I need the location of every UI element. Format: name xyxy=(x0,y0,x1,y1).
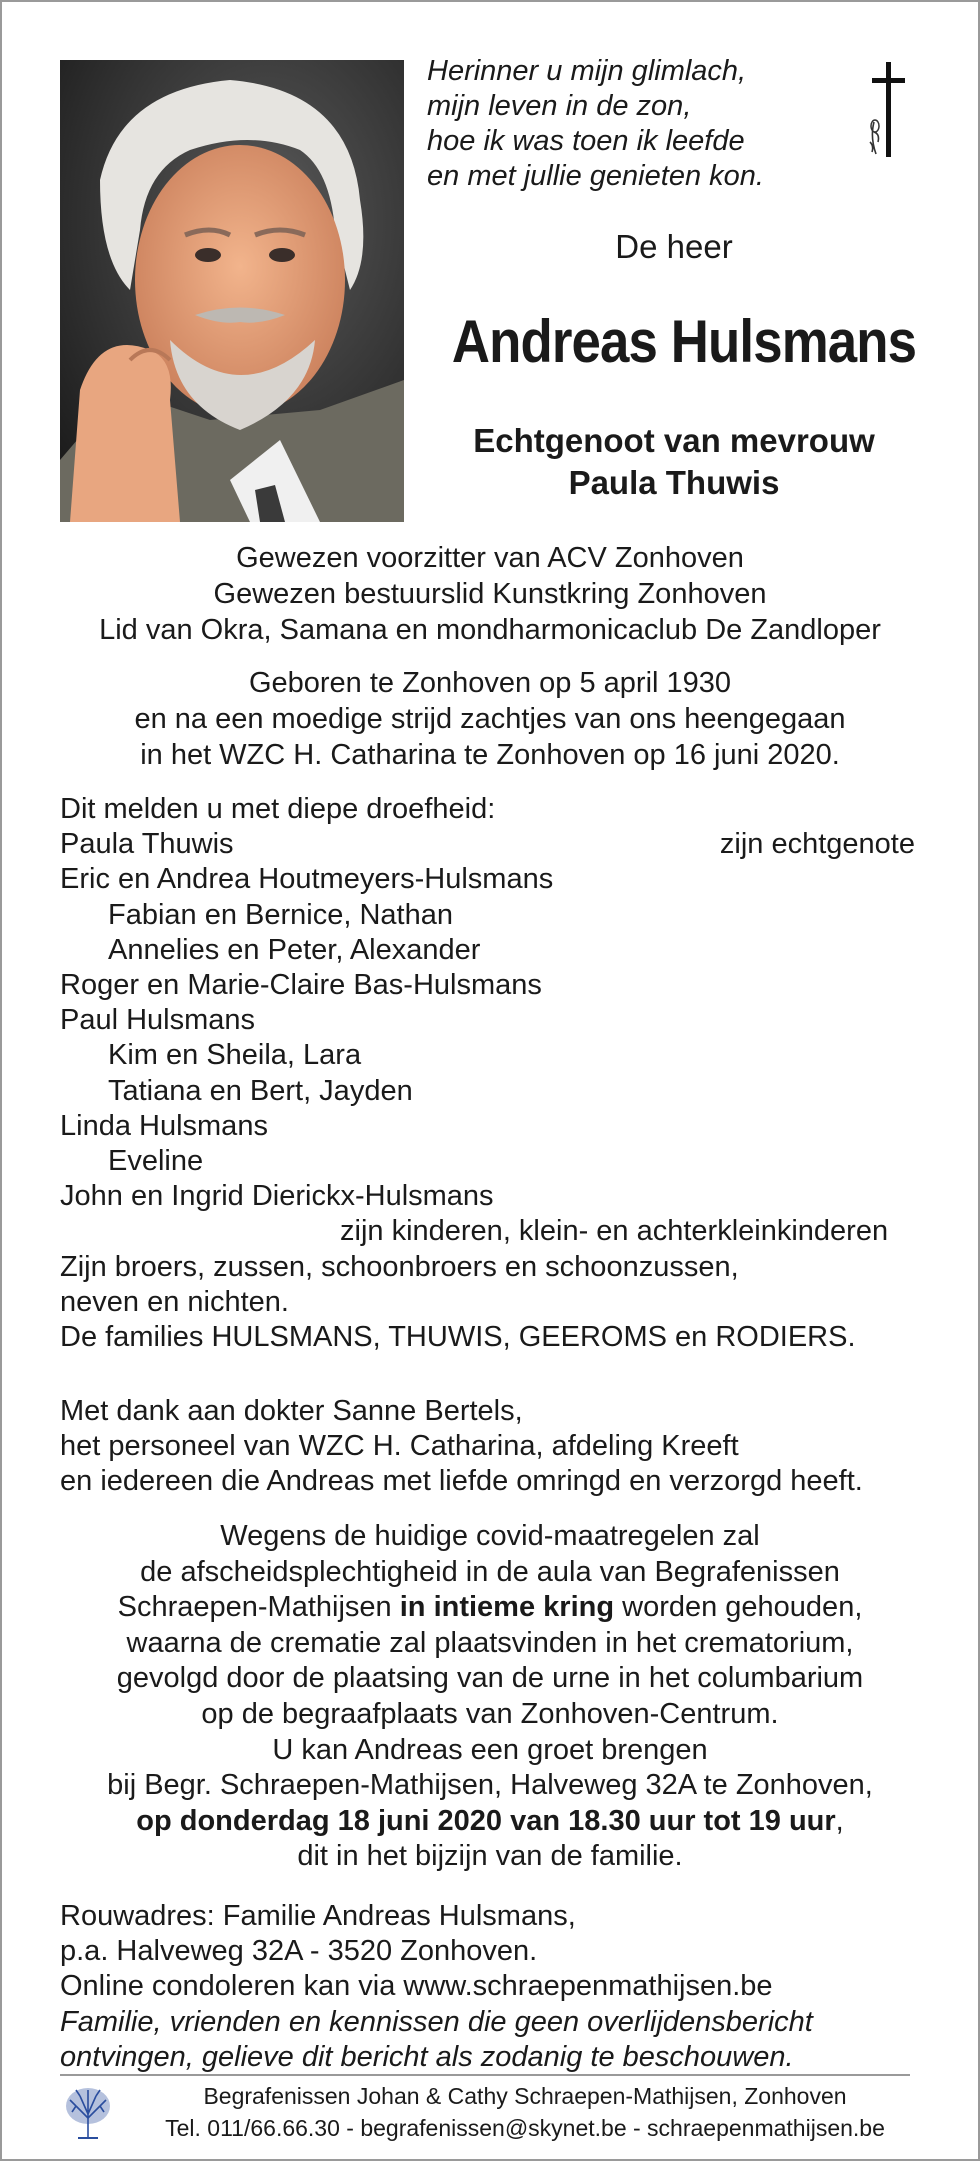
family-line: Tatiana en Bert, Jayden xyxy=(108,1074,413,1107)
deceased-name: Andreas Hulsmans xyxy=(451,308,917,375)
family-line: Eveline xyxy=(108,1145,204,1178)
ceremony-text: , xyxy=(835,1804,844,1837)
footer-text xyxy=(130,2080,920,2144)
footer xyxy=(60,2080,910,2150)
spouse-name: Paula Thuwis xyxy=(568,464,780,501)
family-line: Kim en Sheila, Lara xyxy=(108,1039,362,1072)
family-line: Annelies en Peter, Alexander xyxy=(108,933,481,966)
notice-note: ontvingen, gelieve dit bericht als zodanig te beschouwen. xyxy=(60,2040,794,2073)
ceremony-line xyxy=(32,1804,948,1840)
extended-line: Zijn broers, zussen, schoonbroers en schoonzussen, xyxy=(60,1250,739,1283)
family-line: Paul Hulsmans xyxy=(60,1004,256,1037)
spouse-row xyxy=(60,827,930,862)
role-line: Gewezen voorzitter van ACV Zonhoven xyxy=(236,542,744,574)
visit-time: op donderdag 18 juni 2020 van 18.30 uur tot 19 uur xyxy=(136,1804,836,1837)
extended-line: neven en nichten. xyxy=(60,1285,289,1318)
life-line: en na een moedige strijd zachtjes van ons heengegaan xyxy=(134,703,846,735)
thanks-line: en iedereen die Andreas met liefde omringd en verzorgd heeft. xyxy=(60,1465,863,1498)
children-role: zijn kinderen, klein- en achterkleinkinderen xyxy=(340,1215,889,1248)
extended-line: De families HULSMANS, THUWIS, GEEROMS en RODIERS. xyxy=(60,1321,856,1354)
thanks-line: het personeel van WZC H. Catharina, afdeling Kreeft xyxy=(60,1430,739,1463)
ceremony-line: de afscheidsplechtigheid in de aula van Begrafenissen xyxy=(140,1555,840,1588)
poem-line: hoe ik was toen ik leefde xyxy=(427,125,745,157)
ceremony-line: dit in het bijzijn van de familie. xyxy=(297,1840,683,1873)
ceremony-line: Wegens de huidige covid-maatregelen zal xyxy=(220,1520,760,1552)
family-line: Roger en Marie-Claire Bas-Hulsmans xyxy=(60,969,542,1002)
family-line: John en Ingrid Dierickx-Hulsmans xyxy=(60,1180,494,1213)
poem-line: en met jullie genieten kon. xyxy=(427,160,764,192)
poem xyxy=(427,54,847,194)
contact-line: Tel. 011/66.66.30 - begrafenissen@skynet.be - schraepenmathijsen.be xyxy=(165,2115,885,2141)
portrait-illustration xyxy=(60,60,404,522)
spouse-row-name: Paula Thuwis xyxy=(60,828,234,861)
family-line: Fabian en Bernice, Nathan xyxy=(108,898,453,931)
life-line: in het WZC H. Catharina te Zonhoven op 16 juni 2020. xyxy=(140,739,840,771)
ceremony-line: op de begraafplaats van Zonhoven-Centrum. xyxy=(201,1697,779,1730)
address-block xyxy=(60,1899,930,2075)
roles-block xyxy=(32,540,948,648)
ceremony-text: Schraepen-Mathijsen xyxy=(117,1591,400,1624)
poem-line: mijn leven in de zon, xyxy=(427,90,692,122)
ceremony-line: gevolgd door de plaatsing van de urne in het columbarium xyxy=(116,1662,864,1695)
ceremony-emphasis: in intieme kring xyxy=(399,1591,615,1624)
ceremony-line xyxy=(32,1590,948,1626)
salutation: De heer xyxy=(615,228,733,265)
portrait-photo xyxy=(60,60,404,522)
funeral-home-line: Begrafenissen Johan & Cathy Schraepen-Mathijsen, Zonhoven xyxy=(203,2083,847,2109)
condolence-line: Online condoleren kan via www.schraepenmathijsen.be xyxy=(60,1970,773,2003)
role-line: Gewezen bestuurslid Kunstkring Zonhoven xyxy=(213,578,767,610)
life-block xyxy=(32,665,948,773)
notice-note: Familie, vrienden en kennissen die geen overlijdensbericht xyxy=(60,2005,813,2038)
role-line: Lid van Okra, Samana en mondharmonicaclub De Zandloper xyxy=(99,614,881,646)
spouse-block xyxy=(404,420,944,504)
tree-logo-icon xyxy=(64,2084,112,2140)
ceremony-text: worden gehouden, xyxy=(614,1591,863,1624)
life-line: Geboren te Zonhoven op 5 april 1930 xyxy=(248,667,732,699)
spouse-line: Echtgenoot van mevrouw xyxy=(473,422,875,459)
family-intro: Dit melden u met diepe droefheid: xyxy=(60,793,496,825)
family-block xyxy=(60,792,930,1355)
poem-line: Herinner u mijn glimlach, xyxy=(427,55,747,87)
ceremony-line: waarna de crematie zal plaatsvinden in het crematorium, xyxy=(126,1626,854,1659)
ceremony-line: U kan Andreas een groet brengen xyxy=(272,1733,708,1766)
footer-divider xyxy=(60,2074,910,2076)
thanks-line: Met dank aan dokter Sanne Bertels, xyxy=(60,1395,523,1427)
family-line: Eric en Andrea Houtmeyers-Hulsmans xyxy=(60,863,554,896)
address-line: p.a. Halveweg 32A - 3520 Zonhoven. xyxy=(60,1935,538,1968)
address-line: Rouwadres: Familie Andreas Hulsmans, xyxy=(60,1900,576,1932)
thanks-block xyxy=(60,1394,930,1500)
ceremony-block xyxy=(32,1519,948,1875)
spouse-row-role: zijn echtgenote xyxy=(719,828,915,861)
cross-icon xyxy=(864,62,914,162)
ceremony-line: bij Begr. Schraepen-Mathijsen, Halveweg 32A te Zonhoven, xyxy=(107,1769,873,1802)
family-line: Linda Hulsmans xyxy=(60,1109,268,1142)
